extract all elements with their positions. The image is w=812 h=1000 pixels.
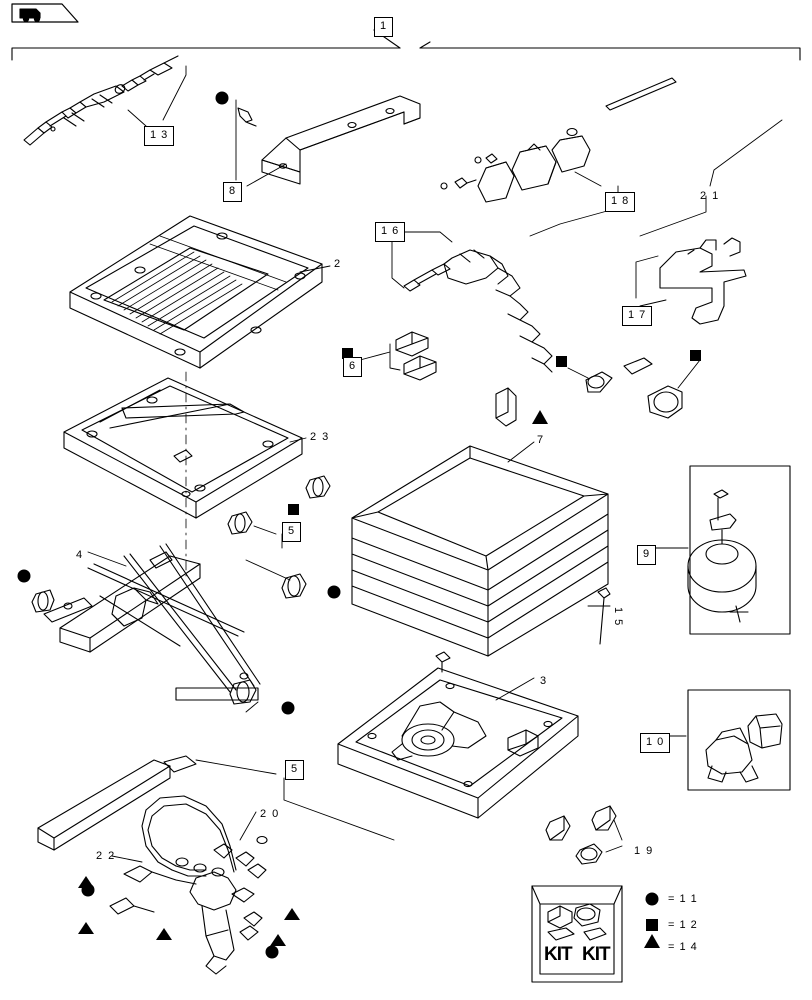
- fastener-near-8: [238, 108, 256, 126]
- callout-5-upper[interactable]: 5: [282, 522, 301, 542]
- symbol-circle-11f: [266, 946, 279, 959]
- kit-legend-graphic: [532, 886, 622, 982]
- legend-symbol-square: [646, 919, 658, 931]
- callout-5-lower[interactable]: 5: [285, 760, 304, 780]
- callout-4[interactable]: 4: [76, 549, 84, 561]
- symbol-triangle-14a: [532, 410, 548, 424]
- part-7-bellows: [352, 446, 608, 656]
- corner-icon-box: [12, 4, 78, 22]
- symbol-triangle-14f: [270, 934, 286, 946]
- part-17-wireform: [660, 238, 746, 324]
- symbol-circle-11c: [328, 586, 341, 599]
- part-2-seat-frame: [70, 216, 322, 368]
- legend-symbol-triangle: [644, 934, 660, 948]
- callout-22[interactable]: 2 2: [96, 850, 116, 862]
- symbol-circle-11a: [216, 92, 229, 105]
- symbol-circle-11b: [18, 570, 31, 583]
- part-21-rod: [606, 78, 676, 110]
- symbol-triangle-14c: [78, 922, 94, 934]
- callout-2[interactable]: 2: [334, 258, 342, 270]
- callout-16[interactable]: 1 6: [375, 222, 405, 242]
- callout-6[interactable]: 6: [343, 357, 362, 377]
- callout-13[interactable]: 1 3: [144, 126, 174, 146]
- callout-1[interactable]: 1: [374, 17, 393, 37]
- symbol-square-12a: [288, 504, 299, 515]
- part-16-actuator: [404, 250, 552, 372]
- part-4-scissor-frame: [44, 544, 260, 700]
- frame-border: [12, 30, 800, 60]
- legend-symbol-circle: [646, 893, 659, 906]
- callout-15[interactable]: 1 5: [612, 607, 624, 627]
- callout-21[interactable]: 2 1: [700, 190, 720, 202]
- symbol-triangle-14b: [78, 876, 94, 888]
- legend-row-12: = 1 2: [668, 919, 698, 931]
- part-8-bracket: [262, 96, 420, 184]
- part-18-armrest-group: [441, 129, 590, 203]
- part-9-air-spring: [688, 466, 790, 634]
- callout-3[interactable]: 3: [540, 675, 548, 687]
- legend-row-14: = 1 4: [668, 941, 698, 953]
- symbol-triangle-14e: [284, 908, 300, 920]
- callout-7[interactable]: 7: [537, 434, 545, 446]
- symbol-triangle-14d: [156, 928, 172, 940]
- part-10-compressor: [688, 690, 790, 790]
- callout-8[interactable]: 8: [223, 182, 242, 202]
- fasteners-mid-right: [496, 358, 682, 426]
- kit-label-right: KIT: [582, 944, 610, 965]
- callout-10[interactable]: 1 0: [640, 733, 670, 753]
- part-6-clamps: [396, 332, 436, 380]
- callout-23[interactable]: 2 3: [310, 431, 330, 443]
- part-20-lever-assembly: [124, 796, 267, 974]
- part-15-bolt: [598, 588, 610, 644]
- callout-20[interactable]: 2 0: [260, 808, 280, 820]
- callout-18[interactable]: 1 8: [605, 192, 635, 212]
- callout-17[interactable]: 1 7: [622, 306, 652, 326]
- legend-row-11: = 1 1: [668, 893, 698, 905]
- symbol-circle-11d: [282, 702, 295, 715]
- symbol-square-12d: [690, 350, 701, 361]
- symbol-square-12c: [556, 356, 567, 367]
- callout-19[interactable]: 1 9: [634, 845, 654, 857]
- part-5-rod-handle: [38, 756, 196, 850]
- callout-9[interactable]: 9: [637, 545, 656, 565]
- part-23-lower-frame: [64, 378, 302, 518]
- kit-label-left: KIT: [544, 944, 572, 965]
- part-19-fittings: [546, 806, 616, 864]
